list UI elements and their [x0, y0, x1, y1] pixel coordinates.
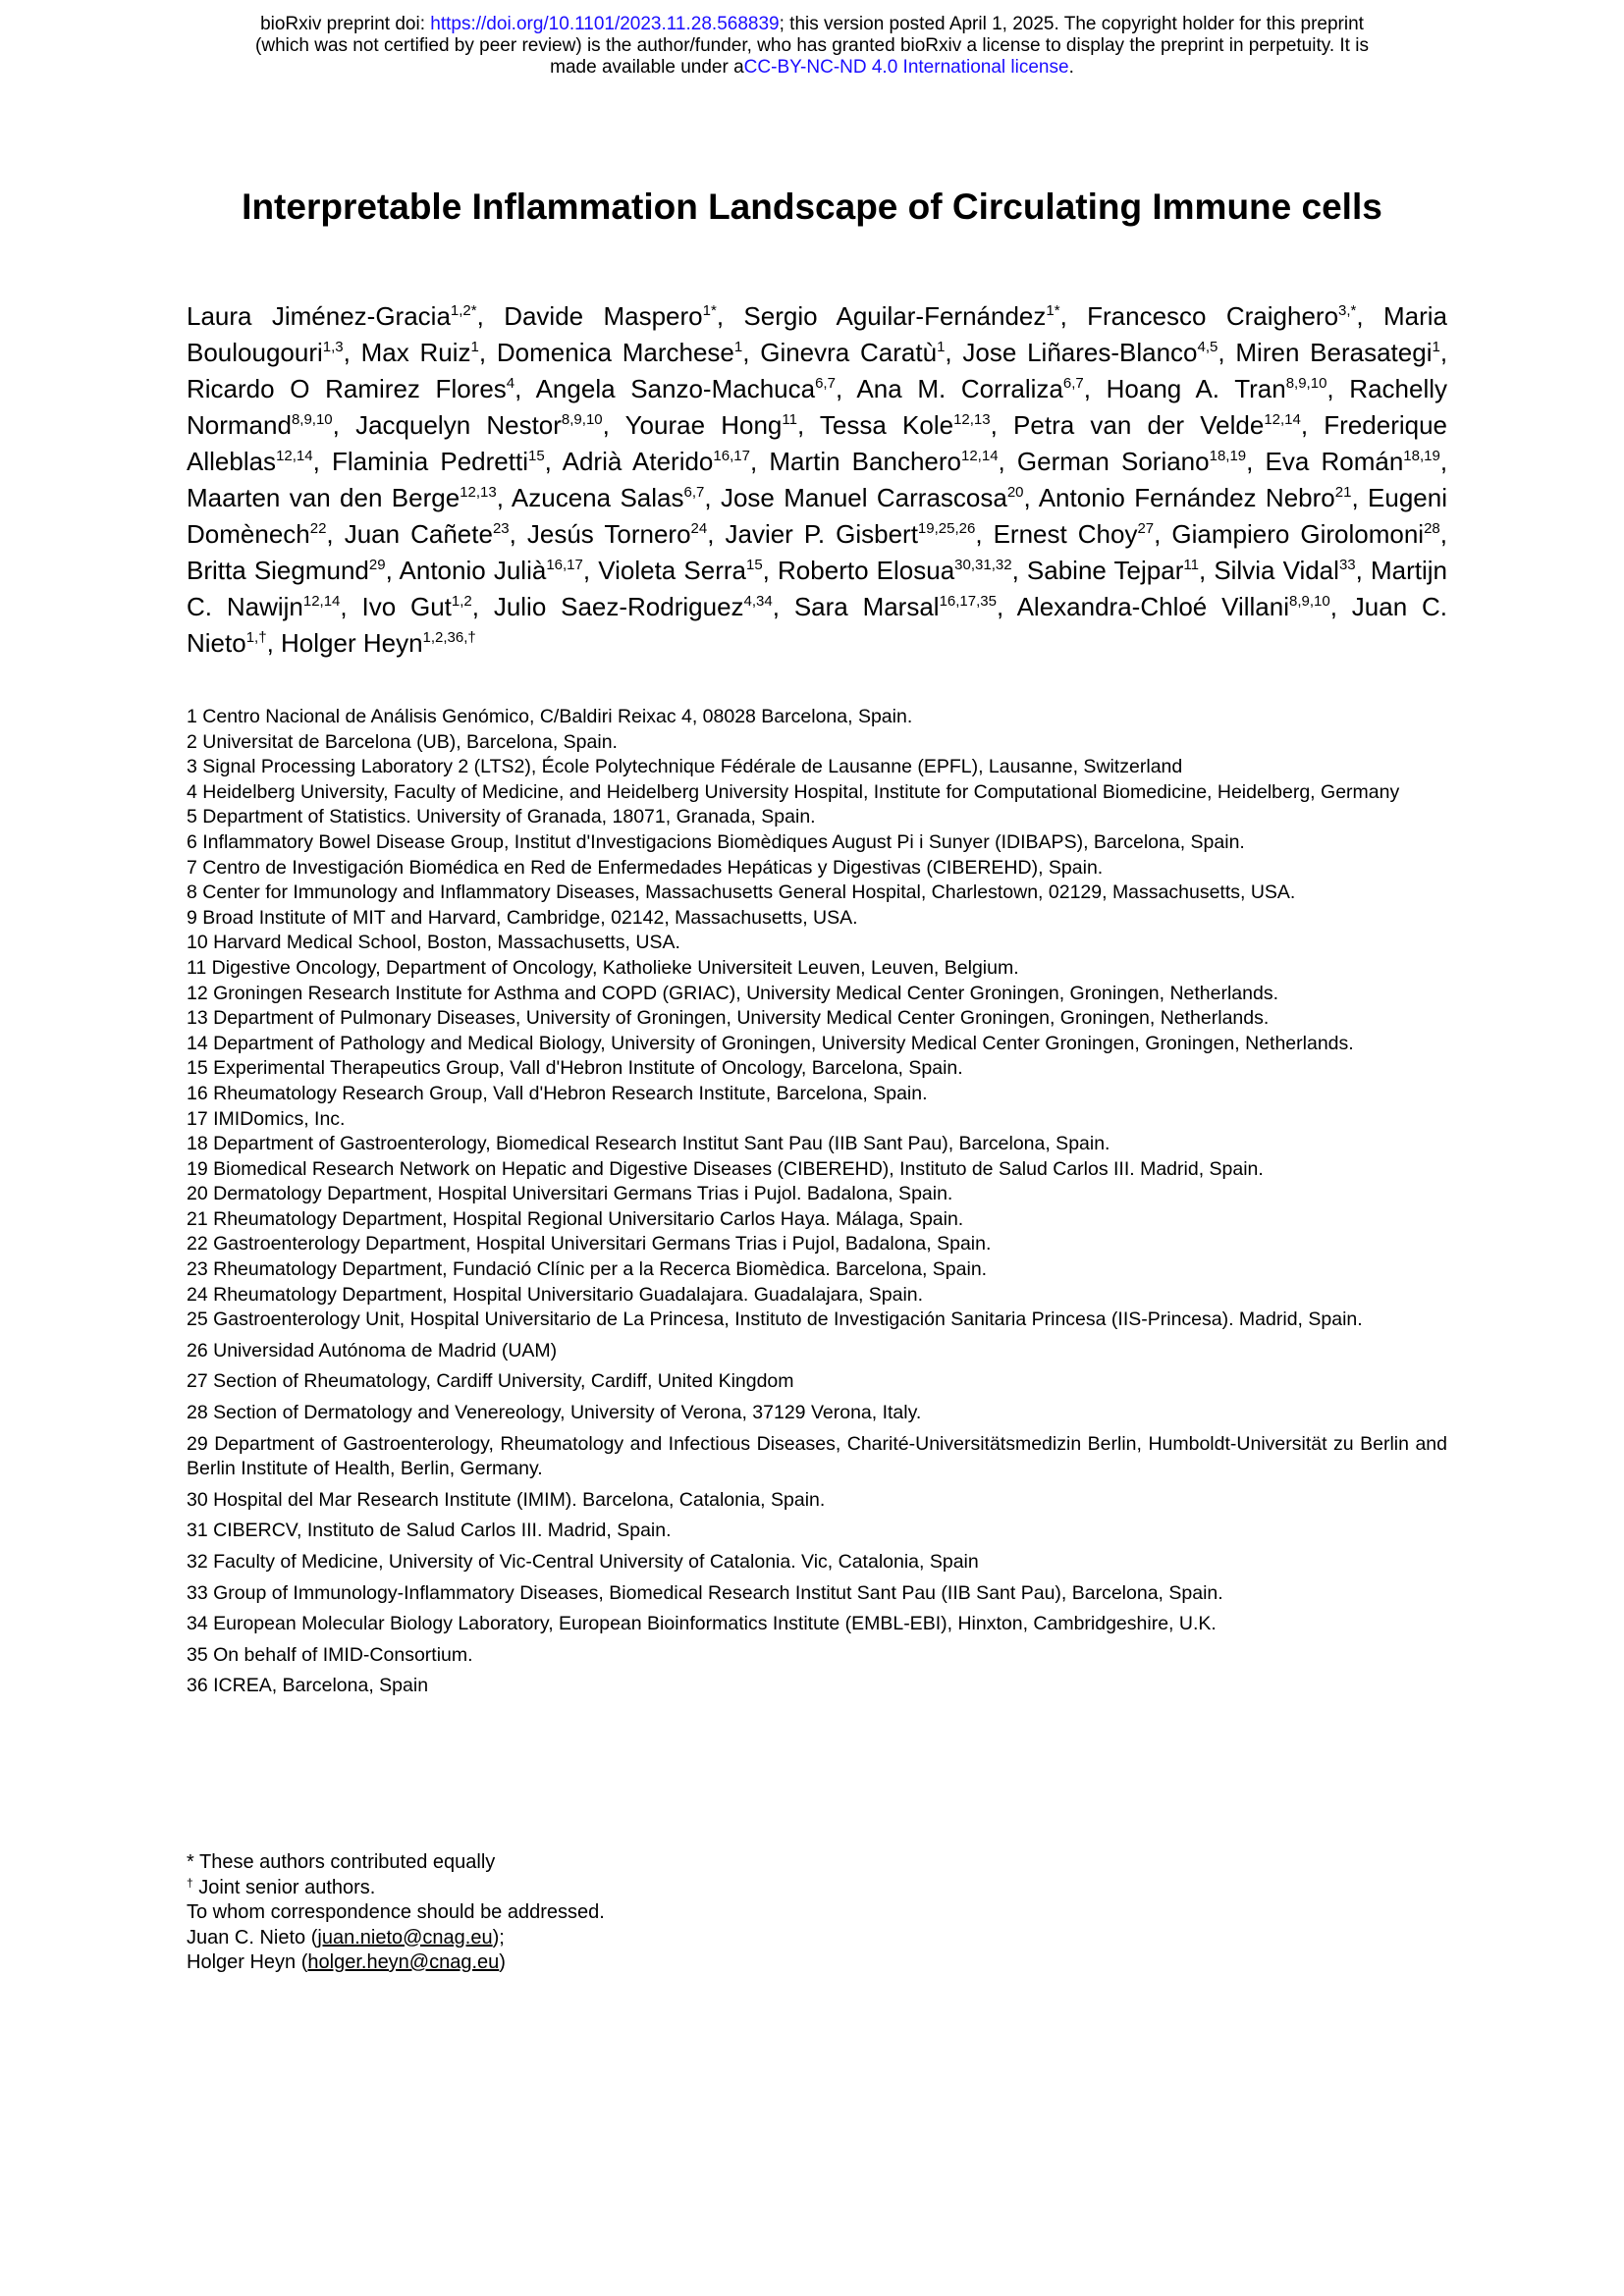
affiliation: 18 Department of Gastroenterology, Biomedical Research Institut Sant Pau (IIB Sant Pau), Barcelona, Spain.	[187, 1133, 1110, 1155]
author-name: Alexandra-Chloé Villani	[1016, 592, 1289, 621]
affiliation: 11 Digestive Oncology, Department of Oncology, Katholieke Universiteit Leuven, Leuven, Belgium.	[187, 956, 1019, 979]
author	[1171, 519, 1439, 549]
author-name: Britta Siegmund	[187, 556, 369, 585]
author-affiliation-marks: 18,19	[1209, 448, 1247, 464]
author-affiliation-marks: 22	[309, 520, 327, 537]
author	[1039, 483, 1352, 512]
author-name: Eva Román	[1265, 447, 1404, 476]
author	[497, 338, 742, 367]
senior-authors-note	[187, 1876, 1447, 1901]
author	[1027, 556, 1199, 585]
author	[625, 410, 797, 440]
author-name: Antonio Julià	[399, 556, 547, 585]
author-name: Davide Maspero	[504, 301, 703, 331]
author-affiliation-marks: 12,14	[961, 448, 999, 464]
affiliation: 21 Rheumatology Department, Hospital Regional Universitario Carlos Haya. Málaga, Spain.	[187, 1207, 964, 1230]
author-affiliation-marks: 1	[1432, 339, 1440, 355]
email-link-nieto[interactable]: juan.nieto@cnag.eu	[317, 1926, 493, 1949]
author-affiliation-marks: 8,9,10	[1289, 593, 1330, 610]
paper-title: Interpretable Inflammation Landscape of Circulating Immune cells	[242, 187, 1382, 227]
contact-name: Juan C. Nieto (	[187, 1926, 318, 1949]
affiliation: 15 Experimental Therapeutics Group, Vall d'Hebron Institute of Oncology, Barcelona, Spain.	[187, 1057, 963, 1080]
author	[1017, 447, 1246, 476]
author-affiliation-marks: 1	[937, 339, 946, 355]
author	[1017, 592, 1330, 621]
author-affiliation-marks: 16,17	[713, 448, 750, 464]
author-affiliation-marks: 1*	[1046, 302, 1060, 319]
affiliation: 4 Heidelberg University, Faculty of Medicine, and Heidelberg University Hospital, Institute for Computational Biomedicine, Heidelberg, Germany	[187, 780, 1400, 803]
author-name: Javier P. Gisbert	[725, 519, 918, 549]
author-name: Sabine Tejpar	[1026, 556, 1184, 585]
author-affiliation-marks: 8,9,10	[561, 411, 603, 428]
author-name: Julio Saez-Rodriguez	[493, 592, 744, 621]
author-name: Jose Liñares-Blanco	[962, 338, 1198, 367]
author-name: Rachelly Normand	[187, 374, 1448, 440]
author-affiliation-marks: 1,2	[451, 593, 472, 610]
author-name: Violeta Serra	[598, 556, 746, 585]
affiliation: 9 Broad Institute of MIT and Harvard, Cambridge, 02142, Massachusetts, USA.	[187, 906, 858, 929]
affiliation: 25 Gastroenterology Unit, Hospital Universitario de La Princesa, Instituto de Investigación Sanitaria Princesa (IIS-Princesa). Madrid, Spain.	[187, 1308, 1363, 1331]
author-affiliation-marks: 6,7	[815, 375, 836, 392]
affiliation: 2 Universitat de Barcelona (UB), Barcelona, Spain.	[187, 730, 618, 753]
correspondence-note: To whom correspondence should be addressed.	[187, 1901, 605, 1923]
author-affiliation-marks: 16,17	[546, 557, 583, 573]
author-name: Ricardo O Ramirez Flores	[187, 374, 507, 403]
affiliation: 19 Biomedical Research Network on Hepatic and Digestive Diseases (CIBEREHD), Instituto de Salud Carlos III. Madrid, Spain.	[187, 1157, 1264, 1180]
author	[962, 338, 1218, 367]
header-prefix: bioRxiv preprint doi:	[260, 14, 431, 34]
author	[856, 374, 1083, 403]
author-affiliation-marks: 19,25,26	[917, 520, 976, 537]
author-name: German Soriano	[1016, 447, 1210, 476]
author-affiliation-marks: 1	[733, 339, 743, 355]
header-line-3	[0, 57, 1624, 79]
author	[725, 519, 975, 549]
affiliation: 1 Centro Nacional de Análisis Genómico, C/Baldiri Reixac 4, 08028 Barcelona, Spain.	[187, 706, 913, 727]
author-name: Juan C. Nieto	[187, 592, 1447, 658]
author-name: Jose Manuel Carrascosa	[720, 483, 1007, 512]
author-name: Laura Jiménez-Gracia	[187, 301, 451, 331]
license-link[interactable]: CC-BY-NC-ND 4.0 International license	[743, 57, 1069, 78]
author-name: Miren Berasategi	[1235, 338, 1433, 367]
header-license-suffix: .	[1068, 57, 1074, 78]
affiliation: 7 Centro de Investigación Biomédica en Red de Enfermedades Hepáticas y Digestivas (CIBEREHD), Spain.	[187, 856, 1104, 879]
author-affiliation-marks: 20	[1006, 484, 1024, 501]
author-name: Azucena Salas	[511, 483, 684, 512]
author-name: Jacquelyn Nestor	[355, 410, 562, 440]
author-affiliation-marks: 4,5	[1197, 339, 1218, 355]
author-name: Jesús Tornero	[526, 519, 691, 549]
author	[760, 338, 945, 367]
author-affiliation-marks: 30,31,32	[954, 557, 1012, 573]
author-affiliation-marks: 27	[1137, 520, 1155, 537]
affiliation: 17 IMIDomics, Inc.	[187, 1107, 346, 1130]
affiliation: 35 On behalf of IMID-Consortium.	[187, 1643, 473, 1666]
contact-name: Holger Heyn (	[187, 1951, 308, 1973]
author-name: Giampiero Girolomoni	[1171, 519, 1425, 549]
author	[332, 447, 545, 476]
author-affiliation-marks: 1,2,36,†	[422, 629, 476, 646]
author	[361, 592, 471, 621]
author-affiliation-marks: 1	[470, 339, 479, 355]
author-affiliation-marks: 11	[1183, 557, 1199, 573]
author-affiliation-marks: 8,9,10	[291, 411, 333, 428]
author-name: Sara Marsal	[793, 592, 940, 621]
author	[743, 301, 1059, 331]
affiliation: 8 Center for Immunology and Inflammatory Diseases, Massachusetts General Hospital, Charlestown, 02129, Massachusetts, USA.	[187, 881, 1296, 904]
author-name: Sergio Aguilar-Fernández	[743, 301, 1047, 331]
author-name: Maria Boulougouri	[187, 301, 1447, 367]
author-affiliation-marks: 12,14	[302, 593, 341, 610]
affiliation: 31 CIBERCV, Instituto de Salud Carlos III. Madrid, Spain.	[187, 1520, 672, 1542]
author-affiliation-marks: 12,14	[276, 448, 313, 464]
author-affiliation-marks: 3,*	[1338, 302, 1357, 319]
author-affiliation-marks: 12,13	[460, 484, 497, 501]
author-name: Domenica Marchese	[496, 338, 734, 367]
author	[563, 447, 750, 476]
author	[187, 483, 497, 512]
affiliation: 29 Department of Gastroenterology, Rheumatology and Infectious Diseases, Charité-Universitätsmedizin Berlin, Humboldt-Universität zu Berlin and Berlin Institute of Health, Berlin, Germany.	[187, 1432, 1447, 1480]
author	[769, 447, 998, 476]
affiliation: 27 Section of Rheumatology, Cardiff University, Cardiff, United Kingdom	[187, 1370, 794, 1393]
author-affiliation-marks: 15	[745, 557, 763, 573]
author-affiliation-marks: 4,34	[743, 593, 773, 610]
author-name: Frederique Alleblas	[187, 410, 1448, 476]
author-affiliation-marks: 4	[506, 375, 515, 392]
preprint-header	[0, 14, 1624, 79]
affiliation: 36 ICREA, Barcelona, Spain	[187, 1675, 429, 1697]
author-name: Francesco Craighero	[1087, 301, 1339, 331]
header-license-prefix: made available under a	[550, 57, 744, 78]
affiliation: 23 Rheumatology Department, Fundació Clínic per a la Recerca Biomèdica. Barcelona, Spain.	[187, 1258, 988, 1281]
footnotes	[187, 1850, 1447, 1976]
affiliation: 20 Dermatology Department, Hospital Universitari Germans Trias i Pujol. Badalona, Spain.	[187, 1183, 953, 1205]
author-affiliation-marks: 16,17,35	[939, 593, 997, 610]
author	[1214, 556, 1355, 585]
author	[778, 556, 1012, 585]
author-affiliation-marks: 6,7	[683, 484, 705, 501]
author-affiliation-marks: 18,19	[1403, 448, 1440, 464]
author-affiliation-marks: 1,†	[245, 629, 267, 646]
author	[1235, 338, 1439, 367]
header-after-doi: ; this version posted April 1, 2025. The copyright holder for this preprint	[779, 14, 1364, 34]
author	[794, 592, 997, 621]
author	[361, 338, 479, 367]
affiliation: 13 Department of Pulmonary Diseases, University of Groningen, University Medical Center Groningen, Groningen, Netherlands.	[187, 1007, 1270, 1030]
affiliation: 30 Hospital del Mar Research Institute (IMIM). Barcelona, Catalonia, Spain.	[187, 1488, 826, 1511]
contact-end: );	[492, 1926, 505, 1949]
header-line-1	[0, 14, 1624, 35]
affiliation: 3 Signal Processing Laboratory 2 (LTS2), École Polytechnique Fédérale de Lausanne (EPFL), Lausanne, Switzerland	[187, 756, 1183, 778]
affiliation: 14 Department of Pathology and Medical Biology, University of Groningen, University Medical Center Groningen, Groningen, Netherlands.	[187, 1032, 1354, 1054]
author-name: Petra van der Velde	[1013, 410, 1265, 440]
author-name: Martin Banchero	[769, 447, 961, 476]
affiliation: 34 European Molecular Biology Laboratory, European Bioinformatics Institute (EMBL-EBI), Hinxton, Cambridgeshire, U.K.	[187, 1613, 1217, 1635]
affiliation: 6 Inflammatory Bowel Disease Group, Institut d'Investigacions Biomèdiques August Pi i Sunyer (IDIBAPS), Barcelona, Spain.	[187, 830, 1245, 853]
author	[1013, 410, 1301, 440]
author-name: Silvia Vidal	[1214, 556, 1339, 585]
author	[1266, 447, 1440, 476]
author-affiliation-marks: 8,9,10	[1285, 375, 1327, 392]
author-affiliation-marks: 12,14	[1264, 411, 1301, 428]
author	[527, 519, 707, 549]
author-name: Ana M. Corraliza	[856, 374, 1063, 403]
author-affiliation-marks: 24	[690, 520, 708, 537]
author-name: Ginevra Caratù	[760, 338, 938, 367]
author-name: Max Ruiz	[360, 338, 471, 367]
author-name: Angela Sanzo-Machuca	[535, 374, 816, 403]
senior-text: Joint senior authors.	[192, 1876, 376, 1898]
email-link-heyn[interactable]: holger.heyn@cnag.eu	[307, 1951, 500, 1973]
author-name: Yourae Hong	[624, 410, 783, 440]
affiliation: 26 Universidad Autónoma de Madrid (UAM)	[187, 1339, 558, 1362]
author-name: Antonio Fernández Nebro	[1038, 483, 1335, 512]
author	[504, 301, 717, 331]
author	[187, 556, 386, 585]
author-name: Holger Heyn	[281, 628, 423, 658]
author-affiliation-marks: 33	[1338, 557, 1356, 573]
header-line-2: (which was not certified by peer review) is the author/funder, who has granted bioRxiv a license to display the preprint in perpetuity. It is	[255, 35, 1369, 56]
author-name: Juan Cañete	[344, 519, 493, 549]
author	[820, 410, 991, 440]
author	[187, 374, 514, 403]
affiliation: 28 Section of Dermatology and Venereology, University of Verona, 37129 Verona, Italy.	[187, 1402, 922, 1424]
author	[1107, 374, 1327, 403]
affiliation: 24 Rheumatology Department, Hospital Universitario Guadalajara. Guadalajara, Spain.	[187, 1283, 924, 1306]
contact-end: )	[499, 1951, 506, 1973]
author-name: Roberto Elosua	[778, 556, 955, 585]
author	[994, 519, 1155, 549]
contact-heyn	[187, 1950, 1447, 1976]
author-affiliation-marks: 1,2*	[450, 302, 477, 319]
author	[721, 483, 1024, 512]
affiliation: 22 Gastroenterology Department, Hospital Universitari Germans Trias i Pujol, Badalona, Spain.	[187, 1233, 992, 1255]
author	[536, 374, 836, 403]
author-affiliation-marks: 1,3	[322, 339, 344, 355]
author-name: Maarten van den Berge	[187, 483, 460, 512]
affiliation: 16 Rheumatology Research Group, Vall d'Hebron Research Institute, Barcelona, Spain.	[187, 1082, 928, 1104]
author-name: Ivo Gut	[361, 592, 452, 621]
author-affiliation-marks: 11	[782, 411, 797, 428]
affiliation: 12 Groningen Research Institute for Asthma and COPD (GRIAC), University Medical Center Groningen, Groningen, Netherlands.	[187, 982, 1279, 1004]
author-affiliation-marks: 29	[368, 557, 386, 573]
author-name: Hoang A. Tran	[1106, 374, 1286, 403]
author	[355, 410, 603, 440]
author-name: Eugeni Domènech	[187, 483, 1448, 549]
author-affiliation-marks: 6,7	[1062, 375, 1084, 392]
author	[345, 519, 510, 549]
affiliation: 33 Group of Immunology-Inflammatory Diseases, Biomedical Research Institut Sant Pau (IIB Sant Pau), Barcelona, Spain.	[187, 1581, 1223, 1604]
author	[400, 556, 583, 585]
author-affiliation-marks: 1*	[702, 302, 717, 319]
author	[494, 592, 773, 621]
affiliation: 10 Harvard Medical School, Boston, Massachusetts, USA.	[187, 932, 680, 954]
author-affiliation-marks: 15	[527, 448, 545, 464]
author-name: Martijn C. Nawijn	[187, 556, 1447, 621]
equal-contribution-note: * These authors contributed equally	[187, 1851, 496, 1873]
affiliation: 32 Faculty of Medicine, University of Vic-Central University of Catalonia. Vic, Catalonia, Spain	[187, 1551, 979, 1573]
author	[512, 483, 704, 512]
author-affiliation-marks: 23	[492, 520, 510, 537]
author-affiliation-marks: 12,13	[953, 411, 991, 428]
doi-link[interactable]: https://doi.org/10.1101/2023.11.28.568839	[430, 14, 780, 34]
contact-nieto	[187, 1926, 1447, 1951]
author	[187, 301, 477, 331]
author	[598, 556, 762, 585]
dagger-mark: †	[187, 1875, 193, 1890]
author-list: Laura Jiménez-Gracia$^{1,2*}$, Davide Maspero$^{1*}$, Sergio Aguilar-Fernández$^{1*}$, Francesco Craighero$^{3,*}$, Maria Boulougouri$^{1,3}$, Max Ruiz$^1$, Domenica Marchese$^1$, Ginevra Caratù$^1$, Jose Liñares-Blanco$^{4,5}$, Miren Berasategi$^1$, Ricardo O Ramirez Flores$^4$, Angela Sanzo-Machuca$^{6,7}$, Ana M. Corraliza$^{6,7}$, Hoang A. Tran$^{8,9,10}$, Rachelly Normand$^{8,9,10}$, Jacquelyn Nestor$^{8,9,10}$, Yourae Hong$^{11}$, Tessa Kole$^{12,13}$, Petra van der Velde$^{12,14}$, Frederique Alleblas$^{12,14}$, Flaminia Pedretti$^{15}$, Adrià Aterido$^{16,17}$, Martin Banchero$^{12,14}$, German Soriano$^{18,19}$, Eva Román$^{18,19}$, Maarten van den Berge$^{12,13}$, Azucena Salas$^{6,7}$, Jose Manuel Carrascosa$^{20}$, Antonio Fernández Nebro$^{21}$, Eugeni Domènech$^{22}$, Juan Cañete$^{23}$, Jesús Tornero$^{24}$, Javier P. Gisbert$^{19,25,26}$, Ernest Choy$^{27}$, Giampiero Girolomoni$^{28}$, Britta Siegmund$^{29}$, Antonio Julià$^{16,17}$, Violeta Serra$^{15}$, Roberto Elosua$^{30,31,32}$, Sabine Tejpar$^{11}$, Silvia Vidal$^{33}$, Martijn C. Nawijn$^{12,14}$, Ivo Gut$^{1,2}$, Julio Saez-Rodriguez$^{4,34}$, Sara Marsal$^{16,17,35}$, Alexandra-Chloé Villani$^{8,9,10}$, Juan C. Nieto$^{1,\dagger}$, Holger Heyn$^{1,2,36,\dagger}$	[187, 301, 1448, 658]
author	[1087, 301, 1356, 331]
author-affiliation-marks: 21	[1334, 484, 1352, 501]
affiliation: 5 Department of Statistics. University of Granada, 18071, Granada, Spain.	[187, 806, 816, 828]
author-name: Ernest Choy	[993, 519, 1138, 549]
affiliation-list	[187, 705, 1447, 1699]
author-name: Flaminia Pedretti	[331, 447, 528, 476]
author	[281, 628, 476, 658]
author-affiliation-marks: 28	[1424, 520, 1440, 537]
author-name: Adrià Aterido	[562, 447, 714, 476]
author-name: Tessa Kole	[819, 410, 954, 440]
